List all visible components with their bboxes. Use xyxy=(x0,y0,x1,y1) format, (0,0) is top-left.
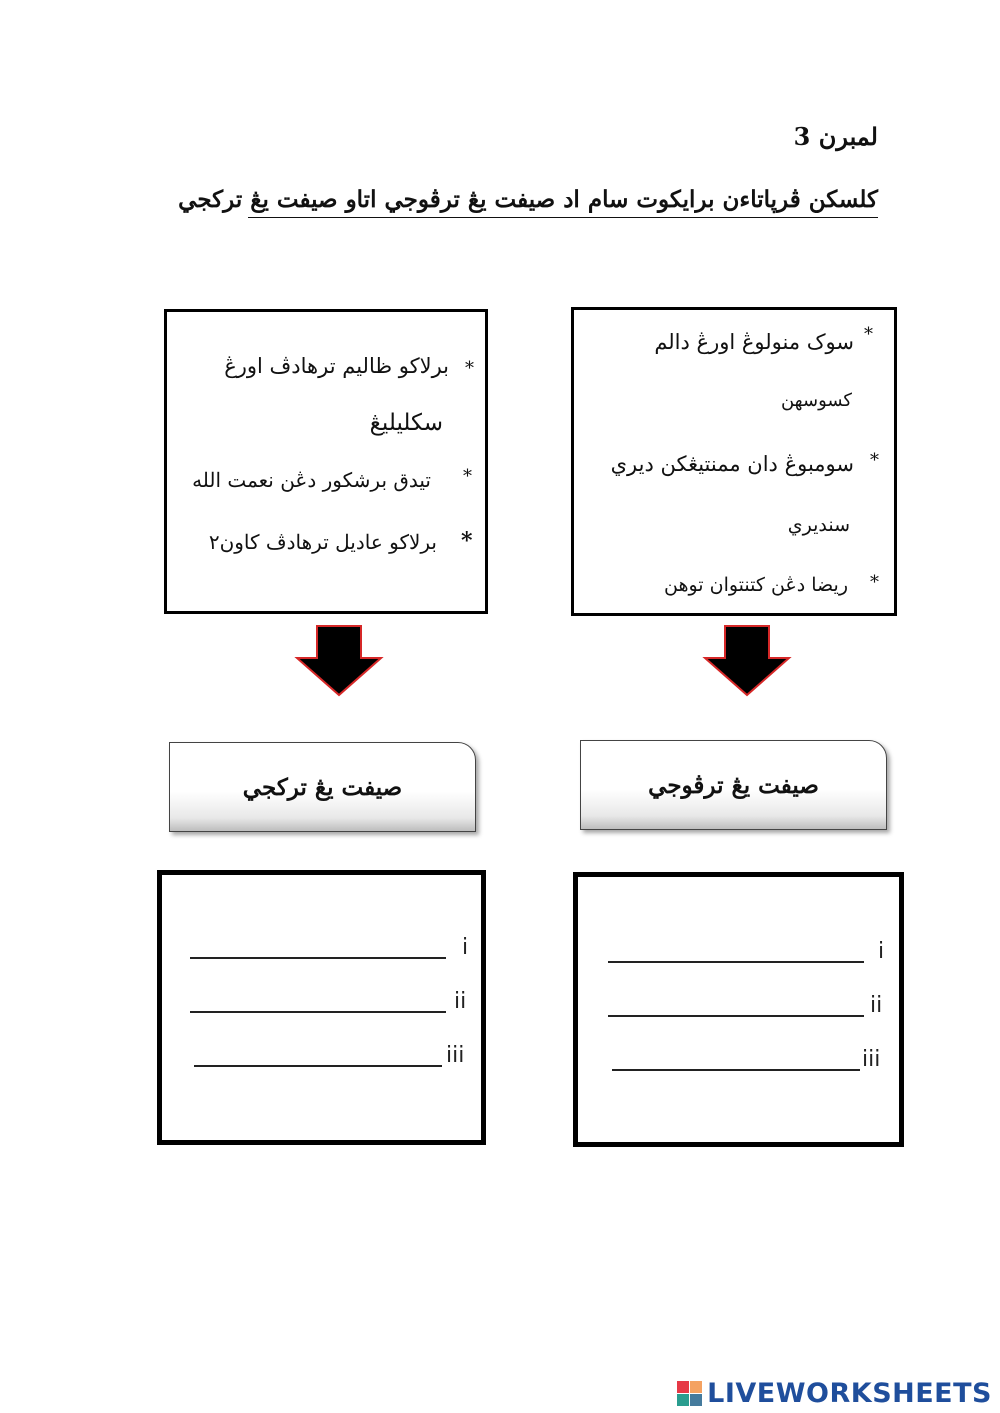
left-item-1-line-1: برلاکو ظاليم ترهادڤ اورڠ xyxy=(224,354,449,378)
right-item-1-line-2: کسوسهن xyxy=(780,390,852,411)
down-arrow-icon xyxy=(702,625,792,697)
lampiran-number: لمبرن 3 xyxy=(793,122,878,151)
bullet-star: * xyxy=(461,528,473,554)
instruction-heading: كلسكن ڤرڽاتاءن برايكوت سام اد صيفت يڠ ترڤوجي اتاو صيفت يڠ تركجي xyxy=(248,186,878,218)
left-item-1-line-2: سكليليڠ xyxy=(369,410,443,436)
left-answer-box xyxy=(157,870,486,1145)
answer-blank[interactable] xyxy=(194,1065,442,1067)
answer-row xyxy=(578,937,899,967)
answer-blank[interactable] xyxy=(190,957,446,959)
answer-row xyxy=(578,1045,899,1075)
brand-wordmark: LIVEWORKSHEETS xyxy=(707,1378,992,1409)
answer-blank[interactable] xyxy=(608,1015,864,1017)
bullet-star: * xyxy=(465,358,474,379)
answer-blank[interactable] xyxy=(190,1011,446,1013)
roman-numeral: iii xyxy=(446,1043,465,1068)
right-item-3: ريضا دڠن کتنتوان توهن xyxy=(664,574,848,596)
answer-row xyxy=(162,1041,481,1071)
roman-numeral: i xyxy=(878,939,885,964)
right-item-2-line-1: سومبوڠ دان ممنتيڠکن ديري xyxy=(610,452,854,476)
answer-row xyxy=(578,991,899,1021)
answer-blank[interactable] xyxy=(608,961,864,963)
bullet-star: * xyxy=(864,324,873,345)
right-item-1-line-1: سوک منولوڠ اورڠ دالم xyxy=(654,330,854,354)
roman-numeral: ii xyxy=(454,989,467,1014)
bullet-star: * xyxy=(463,466,472,487)
right-answer-box xyxy=(573,872,904,1147)
right-item-2-line-2: سنديري xyxy=(787,514,850,536)
answer-blank[interactable] xyxy=(612,1069,860,1071)
down-arrow-icon xyxy=(294,625,384,697)
category-label-terpuji: صيفت يڠ ترڤوجي xyxy=(580,740,887,830)
left-item-3: برلاکو عاديل ترهادڤ کاون٢ xyxy=(208,530,437,554)
answer-row xyxy=(162,933,481,963)
bullet-star: * xyxy=(870,572,879,593)
answer-row xyxy=(162,987,481,1017)
bullet-star: * xyxy=(870,450,879,471)
category-label-tercela: صيفت يڠ تركجي xyxy=(169,742,476,832)
liveworksheets-mark-icon xyxy=(677,1381,703,1407)
right-statements-card xyxy=(571,307,897,616)
roman-numeral: i xyxy=(462,935,469,960)
roman-numeral: ii xyxy=(870,993,883,1018)
liveworksheets-logo xyxy=(677,1378,992,1409)
left-statements-card xyxy=(164,309,488,614)
left-item-2: تيدق برشكور دڠن نعمت الله xyxy=(192,468,431,492)
roman-numeral: iii xyxy=(862,1047,881,1072)
